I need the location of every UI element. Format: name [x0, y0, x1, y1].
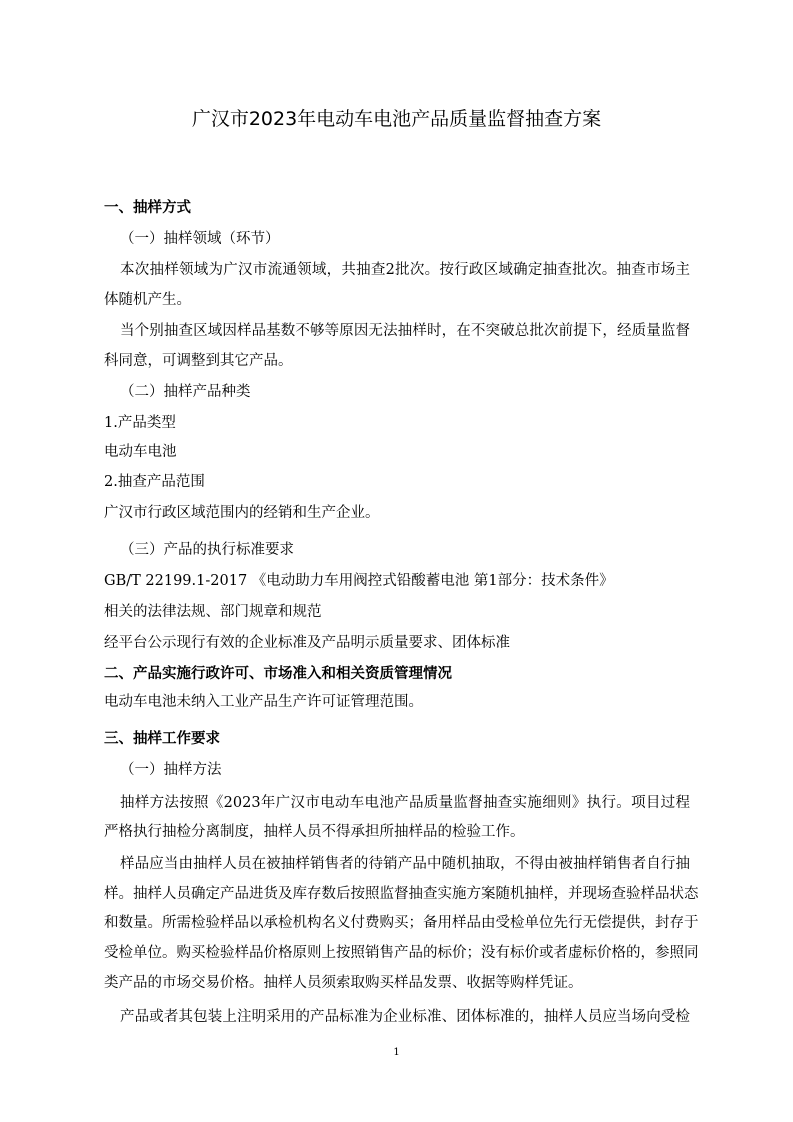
subsection-product-types: （二）抽样产品种类	[120, 384, 251, 400]
paragraph-line: 抽样方法按照《2023年广汉市电动车电池产品质量监督抽查实施细则》执行。项目过程	[120, 795, 690, 811]
paragraph-line: 和数量。所需检验样品以承检机构名义付费购买；备用样品由受检单位先行无偿提供，封存于	[104, 915, 699, 931]
paragraph-line: 1.产品类型	[104, 415, 176, 431]
paragraph-line: 产品或者其包装上注明采用的产品标准为企业标准、团体标准的，抽样人员应当场向受检	[120, 1009, 690, 1025]
paragraph-line: 本次抽样领域为广汉市流通领域，共抽查2批次。按行政区域确定抽查批次。抽查市场主	[120, 262, 690, 278]
standard-reference: GB/T 22199.1-2017 《电动助力车用阀控式铅酸蓄电池 第1部分：技术条件》	[104, 573, 614, 589]
paragraph-line: 样品应当由抽样人员在被抽样销售者的待销产品中随机抽取，不得由被抽样销售者自行抽	[120, 856, 690, 872]
paragraph-line: 2.抽查产品范围	[104, 474, 205, 490]
subsection-standards: （三）产品的执行标准要求	[120, 542, 294, 558]
paragraph-line: 受检单位。购买检验样品价格原则上按照销售产品的标价；没有标价或者虚标价格的，参照同	[104, 945, 699, 961]
section-heading-licensing: 二、产品实施行政许可、市场准入和相关资质管理情况	[104, 666, 452, 682]
paragraph-line: 经平台公示现行有效的企业标准及产品明示质量要求、团体标准	[104, 635, 510, 651]
paragraph-line: 相关的法律法规、部门规章和规范	[104, 604, 322, 620]
paragraph-line: 电动车电池未纳入工业产品生产许可证管理范围。	[104, 694, 423, 710]
subsection-sampling-field: （一）抽样领域（环节）	[120, 231, 280, 247]
paragraph-line: 当个别抽查区域因样品基数不够等原因无法抽样时，在不突破总批次前提下，经质量监督	[120, 323, 690, 339]
paragraph-line: 体随机产生。	[104, 292, 191, 308]
subsection-sampling-methods: （一）抽样方法	[120, 762, 222, 778]
paragraph-line: 样。抽样人员确定产品进货及库存数后按照监督抽查实施方案随机抽样，并现场查验样品状态	[104, 886, 699, 902]
section-heading-sampling-method: 一、抽样方式	[104, 200, 191, 216]
paragraph-line: 类产品的市场交易价格。抽样人员须索取购买样品发票、收据等购样凭证。	[104, 975, 583, 991]
paragraph-line: 严格执行抽检分离制度，抽样人员不得承担所抽样品的检验工作。	[104, 824, 525, 840]
document-title: 广汉市2023年电动车电池产品质量监督抽查方案	[191, 108, 602, 130]
paragraph-line: 广汉市行政区域范围内的经销和生产企业。	[104, 505, 380, 521]
paragraph-line: 科同意，可调整到其它产品。	[104, 353, 293, 369]
paragraph-line: 电动车电池	[104, 444, 177, 460]
section-heading-work-requirements: 三、抽样工作要求	[104, 731, 220, 747]
page-number: 1	[393, 1047, 400, 1058]
